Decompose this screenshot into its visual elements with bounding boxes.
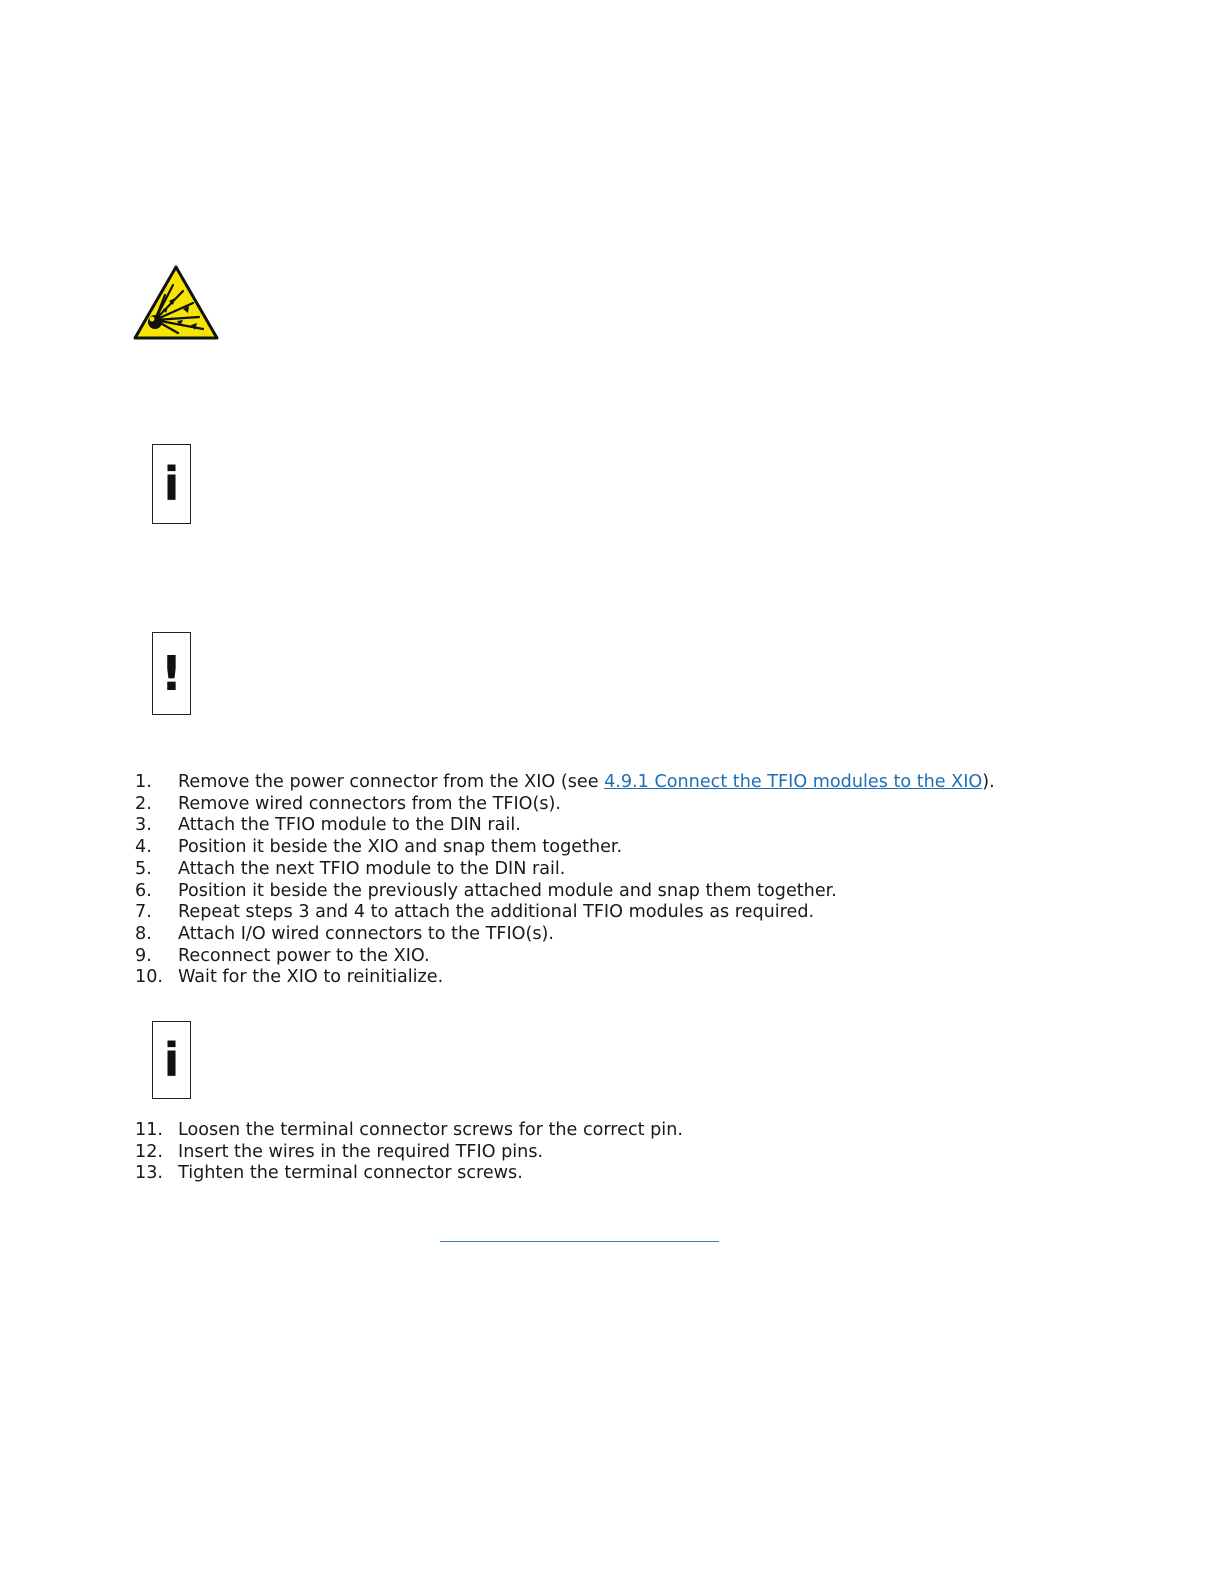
step-number: 12. bbox=[135, 1141, 163, 1162]
explosion-hazard-icon bbox=[133, 265, 219, 340]
exclamation-icon: ! bbox=[152, 632, 191, 715]
step-text: Attach the TFIO module to the DIN rail. bbox=[178, 815, 521, 836]
list-item bbox=[135, 837, 995, 859]
list-item bbox=[135, 815, 995, 837]
list-item bbox=[135, 1120, 683, 1142]
step-number: 6. bbox=[135, 880, 152, 901]
list-item bbox=[135, 1142, 683, 1164]
step-text: Attach I/O wired connectors to the TFIO(s). bbox=[178, 923, 554, 944]
list-item bbox=[135, 1163, 683, 1185]
information-icon: i bbox=[152, 1021, 191, 1099]
step-number: 5. bbox=[135, 858, 152, 879]
step-text: Attach the next TFIO module to the DIN rail. bbox=[178, 858, 566, 879]
step-text: Loosen the terminal connector screws for the correct pin. bbox=[178, 1120, 683, 1140]
list-item bbox=[135, 902, 995, 924]
step-number: 2. bbox=[135, 793, 152, 814]
cross-reference-link[interactable]: 4.9.1 Connect the TFIO modules to the XIO bbox=[604, 772, 983, 792]
step-number: 7. bbox=[135, 902, 152, 923]
step-text: Insert the wires in the required TFIO pins. bbox=[178, 1141, 544, 1162]
step-text: Position it beside the previously attached module and snap them together. bbox=[178, 880, 837, 901]
list-item bbox=[135, 859, 995, 881]
step-number: 1. bbox=[135, 772, 152, 792]
step-text: Repeat steps 3 and 4 to attach the additional TFIO modules as required. bbox=[178, 902, 815, 923]
step-number: 8. bbox=[135, 923, 152, 944]
step-number: 11. bbox=[135, 1120, 163, 1140]
step-number: 4. bbox=[135, 837, 152, 858]
link-underline-rule bbox=[440, 1241, 719, 1242]
list-item bbox=[135, 946, 995, 968]
wiring-steps-list bbox=[135, 1120, 683, 1185]
step-text: Tighten the terminal connector screws. bbox=[178, 1163, 523, 1184]
procedure-steps-list bbox=[135, 772, 995, 989]
list-item bbox=[135, 967, 995, 989]
step-number: 13. bbox=[135, 1163, 163, 1184]
list-item bbox=[135, 794, 995, 816]
step-text: ). bbox=[982, 772, 995, 792]
step-text: Position it beside the XIO and snap them together. bbox=[178, 837, 623, 858]
list-item bbox=[135, 924, 995, 946]
step-text: Remove wired connectors from the TFIO(s). bbox=[178, 793, 561, 814]
list-item bbox=[135, 772, 995, 794]
step-number: 10. bbox=[135, 967, 163, 988]
step-number: 9. bbox=[135, 945, 152, 966]
step-text: Remove the power connector from the XIO (see bbox=[178, 772, 605, 792]
information-icon: i bbox=[152, 444, 191, 524]
step-text: Wait for the XIO to reinitialize. bbox=[178, 967, 444, 988]
list-item bbox=[135, 881, 995, 903]
step-number: 3. bbox=[135, 815, 152, 836]
step-text: Reconnect power to the XIO. bbox=[178, 945, 430, 966]
